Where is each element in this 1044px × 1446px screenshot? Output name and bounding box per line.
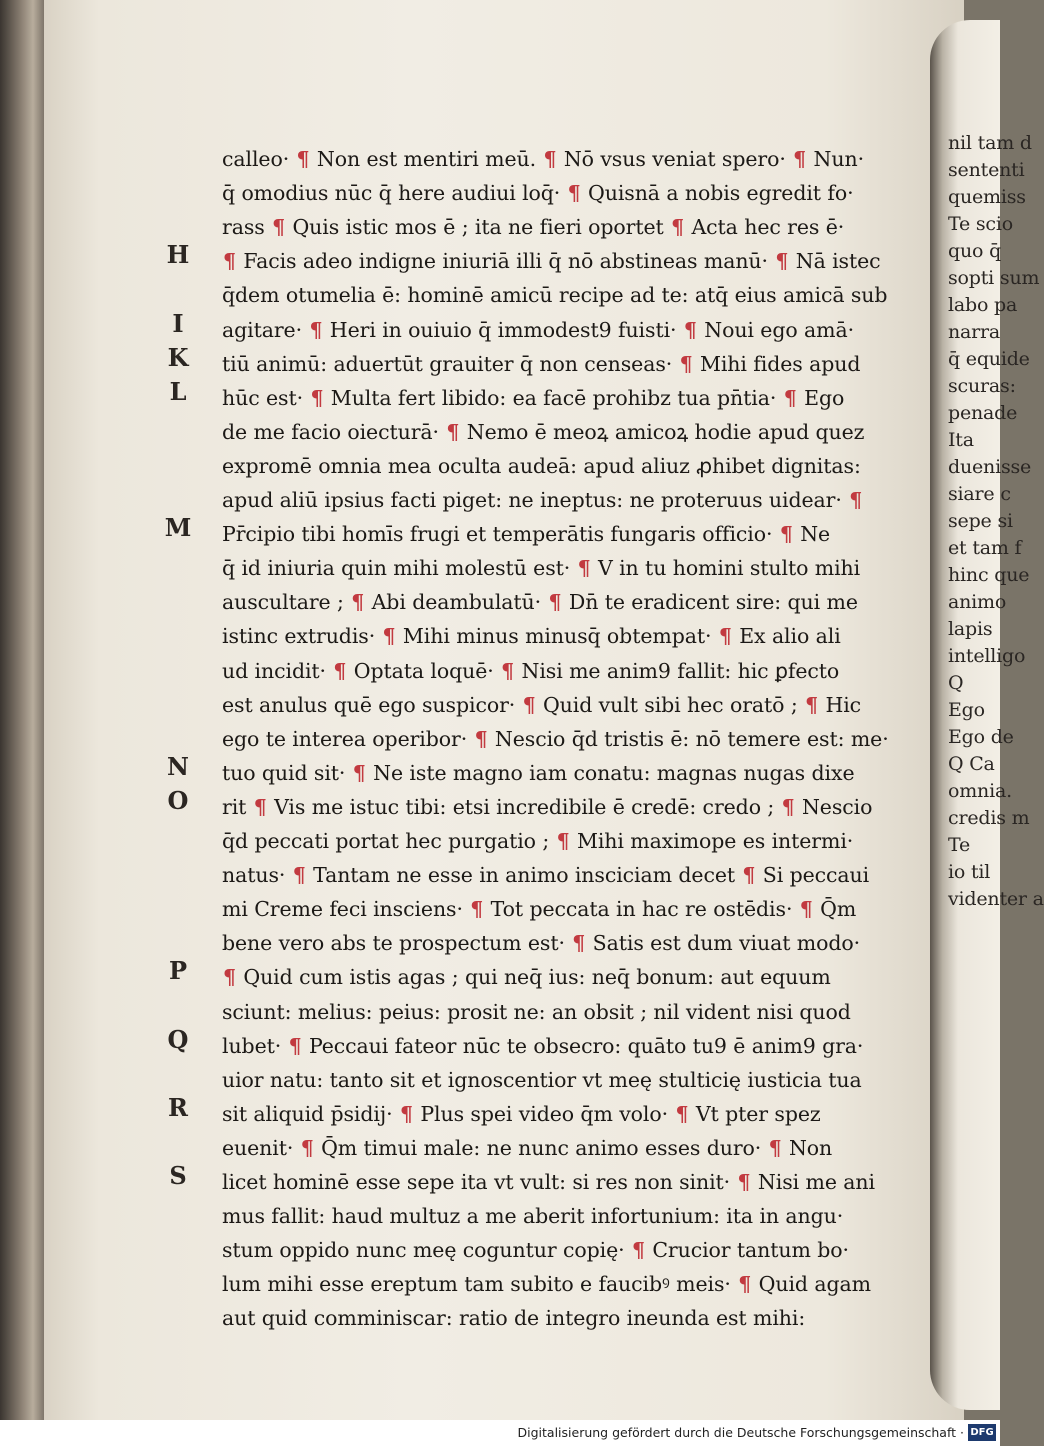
facing-page-fragment: Ego de	[948, 726, 1014, 748]
footer-bar	[0, 1420, 1000, 1446]
rubric-mark: ¶	[849, 488, 863, 512]
facing-page-fragment: Te scio	[948, 213, 1013, 235]
marginal-letter: L	[169, 376, 187, 406]
rubric-mark: ¶	[548, 590, 562, 615]
text-line: rass ¶ Quis istic mos ē ; ita ne fieri oportet ¶ Acta hec res ē·	[222, 215, 845, 240]
rubric-mark: ¶	[799, 897, 813, 922]
marginal-letter: I	[172, 308, 184, 338]
facing-page-fragment: Q Ca	[948, 753, 995, 775]
rubric-mark: ¶	[333, 658, 347, 683]
rubric-mark: ¶	[718, 624, 732, 649]
facing-page-fragment: quo q̄	[948, 240, 1002, 262]
facing-page-fragment: sopti sum	[948, 267, 1040, 289]
text-line: licet hominē esse sepe ita vt vult: si res non sinit· ¶ Nisi me ani	[222, 1170, 875, 1194]
rubric-mark: ¶	[572, 931, 586, 956]
marginal-letter: H	[166, 240, 190, 270]
facing-page-fragment: penade	[948, 402, 1018, 424]
rubric-mark: ¶	[296, 147, 310, 171]
text-line: stum oppido nunc meę coguntur copię· ¶ Crucior tantum bo·	[222, 1238, 849, 1263]
text-line: hūc est· ¶ Multa fert libido: ea facē prohibz tua pn̄tia· ¶ Ego	[222, 385, 845, 410]
marginal-letter: K	[167, 342, 189, 372]
marginal-letter: S	[169, 1161, 187, 1190]
text-line: ud incidit· ¶ Optata loquē· ¶ Nisi me anim9 fallit: hic ꝑfecto	[222, 658, 840, 683]
text-line: aut quid comminiscar: ratio de integro ineunda est mihi:	[222, 1306, 806, 1331]
rubric-mark: ¶	[779, 522, 793, 547]
rubric-mark: ¶	[631, 1238, 645, 1263]
marginal-letter: P	[168, 956, 188, 986]
rubric-mark: ¶	[288, 1033, 302, 1058]
facing-page-fragment: videnter a	[948, 888, 1044, 910]
text-line: auscultare ; ¶ Abi deambulatū· ¶ Dn̄ te eradicent sire: qui me	[222, 590, 858, 615]
text-line: q̄dem otumelia ē: hominē amicū recipe ad te: atq̄ eius amicā sub	[222, 283, 888, 308]
text-line: lubet· ¶ Peccaui fateor nūc te obsecro: quāto tu9 ē anim9 gra·	[222, 1033, 864, 1058]
facing-page-fragment: sententi	[948, 159, 1025, 181]
facing-page-fragment: sepe si	[948, 510, 1013, 532]
text-line: uior natu: tanto sit et ignoscentior vt meę stulticię iusticia tua	[222, 1067, 862, 1092]
facing-page-fragment: lapis	[948, 618, 993, 640]
rubric-mark: ¶	[382, 624, 396, 649]
text-line: ego te interea operibor· ¶ Nescio q̄d tristis ē: nō temere est: me·	[222, 726, 889, 751]
facing-page-fragment: narra	[948, 321, 1001, 343]
marginal-letter: M	[164, 513, 192, 543]
facing-page-fragment: Ita	[948, 429, 974, 451]
rubric-mark: ¶	[522, 692, 536, 717]
rubric-mark: ¶	[474, 726, 488, 751]
facing-page-fragment: intelligo	[948, 645, 1026, 667]
text-line: q̄d peccati portat hec purgatio ; ¶ Mihi maximope es intermi·	[222, 829, 854, 853]
rubric-mark: ¶	[793, 147, 807, 171]
rubric-mark: ¶	[683, 317, 697, 342]
rubric-mark: ¶	[556, 829, 570, 853]
rubric-mark: ¶	[470, 897, 484, 922]
facing-page-fragment: nil tam d	[948, 132, 1032, 154]
rubric-mark: ¶	[352, 760, 366, 785]
rubric-mark: ¶	[768, 1135, 782, 1160]
rubric-mark: ¶	[223, 249, 236, 274]
text-line: tuo quid sit· ¶ Ne iste magno iam conatu: magnas nugas dixe	[222, 760, 855, 785]
rubric-mark: ¶	[679, 351, 693, 376]
text-line: q̄ omodius nūc q̄ here audiui loq̄· ¶ Quisnā a nobis egredit fo·	[222, 181, 854, 206]
facing-page-fragment: Ego	[948, 699, 985, 721]
facing-page	[930, 20, 1044, 1410]
text-line: natus· ¶ Tantam ne esse in animo insciciam decet ¶ Si peccaui	[222, 863, 870, 888]
facing-page-fragment: animo	[948, 591, 1007, 613]
text-line: lum mihi esse ereptum tam subito e faucibꝰ meis· ¶ Quid agam	[222, 1272, 871, 1297]
rubric-mark: ¶	[253, 794, 267, 819]
facing-page-fragment: hinc que	[948, 564, 1030, 586]
facing-page-fragment: Te	[948, 834, 971, 856]
text-line: expromē omnia mea oculta audeā: apud aliuz ꝓhibet dignitas:	[222, 453, 861, 478]
rubric-mark: ¶	[272, 215, 286, 240]
rubric-mark: ¶	[543, 147, 557, 171]
rubric-mark: ¶	[567, 181, 581, 206]
rubric-mark: ¶	[309, 317, 323, 342]
text-line: bene vero abs te prospectum est· ¶ Satis est dum viuat modo·	[222, 931, 861, 956]
rubric-mark: ¶	[501, 658, 515, 683]
marginal-letter: R	[168, 1092, 188, 1122]
marginal-letter: Q	[167, 1024, 189, 1054]
text-line: agitare· ¶ Heri in ouiuio q̄ immodest9 fuisti· ¶ Noui ego amā·	[222, 317, 855, 342]
text-line: istinc extrudis· ¶ Mihi minus minusq̄ obtempat· ¶ Ex alio ali	[222, 624, 841, 649]
text-line: ¶ Quid cum istis agas ; qui neq̄ ius: neq̄ bonum: aut equum	[223, 965, 831, 990]
rubric-mark: ¶	[783, 385, 797, 410]
facing-page-fragment: scuras:	[948, 375, 1016, 397]
rubric-mark: ¶	[292, 863, 306, 888]
rubric-mark: ¶	[737, 1170, 751, 1194]
facing-page-fragment: duenisse	[948, 456, 1032, 478]
text-line: Pr̄cipio tibi homīs frugi et temperātis fungaris officio· ¶ Ne	[222, 522, 831, 547]
rubric-mark: ¶	[446, 419, 460, 444]
facing-page-fragment: Q	[948, 672, 964, 694]
text-line: euenit· ¶ Q̄m timui male: ne nunc animo esses duro· ¶ Non	[222, 1135, 833, 1160]
text-line: ¶ Facis adeo indigne iniuriā illi q̄ nō abstineas manū· ¶ Nā istec	[223, 249, 881, 274]
rubric-mark: ¶	[675, 1101, 689, 1126]
rubric-mark: ¶	[300, 1135, 314, 1160]
facing-page-fragment: credis m	[948, 807, 1030, 829]
marginal-letter: O	[167, 785, 189, 815]
text-line: rit ¶ Vis me istuc tibi: etsi incredibile ē credē: credo ; ¶ Nescio	[222, 794, 873, 819]
facing-page-fragment: siare c	[948, 483, 1011, 505]
text-line: mi Creme feci insciens· ¶ Tot peccata in hac re ostēdis· ¶ Q̄m	[222, 897, 857, 922]
text-line: est anulus quē ego suspicor· ¶ Quid vult sibi hec oratō ; ¶ Hic	[222, 692, 862, 717]
facing-page-fragment: quemiss	[948, 186, 1026, 208]
facing-page-fragment: q̄ equide	[948, 348, 1030, 370]
marginal-letter: N	[167, 751, 189, 781]
rubric-mark: ¶	[671, 215, 685, 240]
text-line: q̄ id iniuria quin mihi molestū est· ¶ V in tu homini stulto mihi	[222, 556, 861, 581]
facing-page-fragment: io til	[948, 861, 991, 883]
rubric-mark: ¶	[738, 1272, 752, 1297]
text-line: calleo· ¶ Non est mentiri meū. ¶ Nō vsus veniat spero· ¶ Nun·	[222, 147, 865, 171]
text-line: sit aliquid p̄sidij· ¶ Plus spei video q̄m volo· ¶ Vt pter spez	[222, 1101, 821, 1126]
facing-page-fragment: omnia.	[948, 780, 1012, 802]
rubric-mark: ¶	[310, 385, 324, 410]
rubric-mark: ¶	[577, 556, 591, 581]
text-line: apud aliū ipsius facti piget: ne ineptus: ne proteruus uidear· ¶	[222, 488, 863, 512]
facing-page-fragment: et tam f	[948, 537, 1022, 559]
text-line: sciunt: melius: peius: prosit ne: an obsit ; nil vident nisi quod	[222, 999, 851, 1024]
rubric-mark: ¶	[742, 863, 756, 888]
text-line: de me facio oiecturā· ¶ Nemo ē meoꝝ amicoꝝ hodie apud quez	[222, 419, 865, 444]
rubric-mark: ¶	[399, 1101, 413, 1126]
text-line: tiū animū: aduertūt grauiter q̄ non censeas· ¶ Mihi fides apud	[222, 351, 861, 376]
dfg-logo: DFG	[968, 1424, 996, 1441]
rubric-mark: ¶	[805, 692, 819, 717]
facing-page-fragment: labo pa	[948, 294, 1018, 316]
footer-credit: Digitalisierung gefördert durch die Deutsche Forschungsgemeinschaft ·	[517, 1425, 964, 1440]
rubric-mark: ¶	[781, 794, 795, 819]
rubric-mark: ¶	[223, 965, 236, 990]
text-line: mus fallit: haud multuz a me aberit infortunium: ita in angu·	[222, 1204, 844, 1229]
rubric-mark: ¶	[775, 249, 789, 274]
rubric-mark: ¶	[351, 590, 365, 615]
